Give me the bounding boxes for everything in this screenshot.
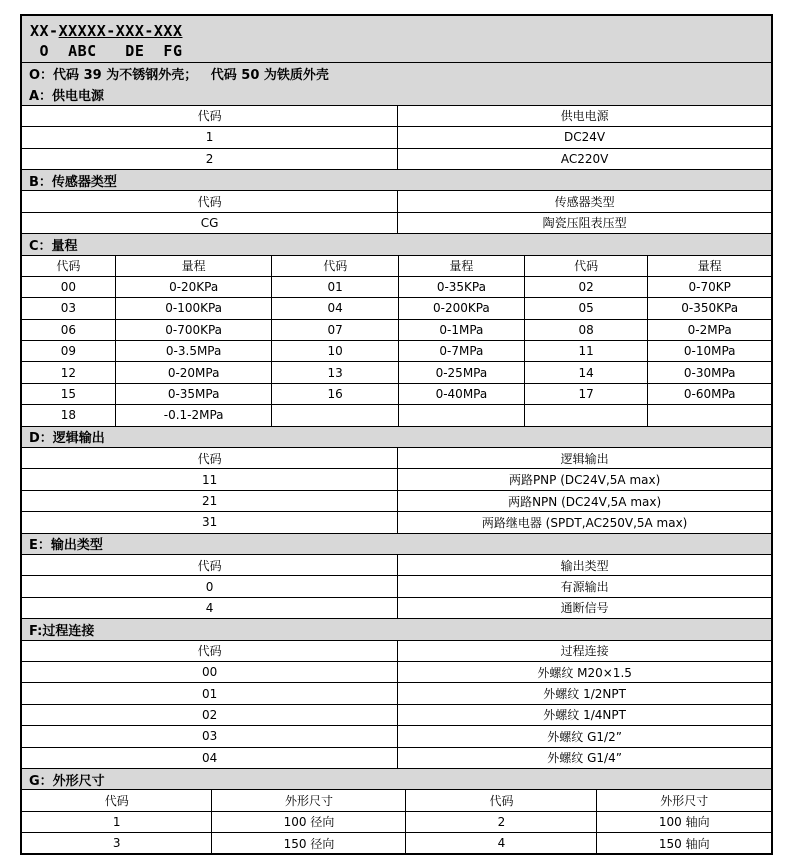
code-cell: 3 <box>112 836 121 851</box>
code-cell: 2 <box>205 151 214 166</box>
value-cell: 0-20MPa <box>115 362 272 382</box>
value-cell: 两路继电器 (SPDT,AC250V,5A max) <box>397 512 771 532</box>
value-cell: -0.1-2MPa <box>115 405 272 425</box>
column-header-cell: 逻辑输出 <box>397 448 771 468</box>
code-cell: 07 <box>271 320 398 340</box>
table-row <box>22 126 771 147</box>
column-header-row-B <box>22 190 771 211</box>
column-header-cell: 代码 <box>197 109 222 124</box>
code-cell: 04 <box>271 298 398 318</box>
code-cell: 1 <box>205 130 214 145</box>
table-row <box>22 319 771 340</box>
value-cell: 外螺纹 M20×1.5 <box>397 662 771 682</box>
value-cell: AC220V <box>397 149 771 169</box>
code-cell: 31 <box>201 515 218 530</box>
column-header-cell: 代码 <box>271 256 398 276</box>
code-cell: 00 <box>201 665 218 680</box>
table-row <box>22 361 771 382</box>
value-cell: 外螺纹 1/2NPT <box>397 683 771 703</box>
value-cell: 0-60MPa <box>647 384 771 404</box>
table-row <box>22 725 771 746</box>
table-row <box>22 212 771 233</box>
value-cell: 0-10MPa <box>647 341 771 361</box>
code-cell: 11 <box>201 472 218 487</box>
column-header-cell: 量程 <box>647 256 771 276</box>
value-cell: 100 轴向 <box>596 812 771 832</box>
code-cell: CG <box>200 215 219 230</box>
column-header-cell: 传感器类型 <box>397 191 771 211</box>
value-cell: 0-40MPa <box>398 384 524 404</box>
code-cell: 01 <box>271 277 398 297</box>
value-cell <box>398 405 524 425</box>
model-selection-spec-table <box>20 14 773 855</box>
code-cell: 12 <box>60 365 77 380</box>
table-row <box>22 468 771 489</box>
value-cell: DC24V <box>397 127 771 147</box>
column-header-row-C <box>22 255 771 276</box>
code-cell: 15 <box>60 387 77 402</box>
table-row <box>22 682 771 703</box>
table-row <box>22 297 771 318</box>
column-header-cell: 外形尺寸 <box>596 790 771 810</box>
code-cell: 0 <box>205 579 214 594</box>
code-cell: 11 <box>524 341 648 361</box>
table-row <box>22 597 771 618</box>
column-header-cell: 过程连接 <box>397 641 771 661</box>
table-row <box>22 511 771 532</box>
section-header-B: B：传感器类型 <box>22 169 771 190</box>
value-cell <box>647 405 771 425</box>
code-cell: 09 <box>60 344 77 359</box>
value-cell: 外螺纹 1/4NPT <box>397 705 771 725</box>
table-row <box>22 661 771 682</box>
code-cell: 00 <box>60 280 77 295</box>
table-row <box>22 811 771 832</box>
code-cell: 16 <box>271 384 398 404</box>
table-row <box>22 340 771 361</box>
column-header-cell: 外形尺寸 <box>211 790 405 810</box>
column-header-cell: 代码 <box>197 451 222 466</box>
section-header-G: G：外形尺寸 <box>22 768 771 789</box>
column-header-row-G <box>22 789 771 810</box>
value-cell: 0-20KPa <box>115 277 272 297</box>
table-row <box>22 747 771 768</box>
code-cell: 01 <box>201 686 218 701</box>
column-header-cell: 代码 <box>197 644 222 659</box>
code-cell: 02 <box>201 707 218 722</box>
column-header-cell: 代码 <box>56 259 81 274</box>
value-cell: 外螺纹 G1/2” <box>397 726 771 746</box>
value-cell: 0-70KP <box>647 277 771 297</box>
section-header-F: F:过程连接 <box>22 618 771 639</box>
value-cell: 0-1MPa <box>398 320 524 340</box>
table-row <box>22 490 771 511</box>
code-cell: 2 <box>405 812 596 832</box>
code-cell: 21 <box>201 494 218 508</box>
value-cell: 0-100KPa <box>115 298 272 318</box>
section-header-E: E：输出类型 <box>22 533 771 554</box>
value-cell: 150 径向 <box>211 833 405 853</box>
code-cell: 17 <box>524 384 648 404</box>
sections-root <box>22 83 771 853</box>
column-header-cell: 代码 <box>104 793 129 808</box>
column-header-cell: 代码 <box>405 790 596 810</box>
value-cell: 0-200KPa <box>398 298 524 318</box>
value-cell: 0-30MPa <box>647 362 771 382</box>
column-header-row-D <box>22 447 771 468</box>
value-cell: 0-700KPa <box>115 320 272 340</box>
value-cell: 0-25MPa <box>398 362 524 382</box>
table-row <box>22 276 771 297</box>
column-header-row-A <box>22 105 771 126</box>
column-header-cell: 输出类型 <box>397 555 771 575</box>
column-header-cell: 代码 <box>197 195 222 210</box>
column-header-cell: 代码 <box>524 256 648 276</box>
value-cell: 150 轴向 <box>596 833 771 853</box>
code-cell: 03 <box>201 729 218 744</box>
note-row-shell-codes: O：代码 39 为不锈钢外壳； 代码 50 为铁质外壳 <box>22 62 771 83</box>
model-code-line <box>30 21 771 41</box>
value-cell: 两路NPN (DC24V,5A max) <box>397 491 771 511</box>
code-cell: 04 <box>201 750 218 765</box>
code-cell: 1 <box>112 814 121 829</box>
column-header-cell: 量程 <box>398 256 524 276</box>
code-cell: 08 <box>524 320 648 340</box>
table-row <box>22 704 771 725</box>
column-header-cell: 量程 <box>115 256 272 276</box>
code-cell: 10 <box>271 341 398 361</box>
table-row <box>22 383 771 404</box>
column-header-row-E <box>22 554 771 575</box>
value-cell: 外螺纹 G1/4” <box>397 748 771 768</box>
value-cell: 0-3.5MPa <box>115 341 272 361</box>
code-cell <box>271 405 398 425</box>
table-row <box>22 575 771 596</box>
value-cell: 0-7MPa <box>398 341 524 361</box>
code-cell: 13 <box>271 362 398 382</box>
code-letters-line: O ABC DE FG <box>30 41 183 60</box>
value-cell: 0-35MPa <box>115 384 272 404</box>
model-underlined-part: XXXXX-XXX-XXX <box>58 21 183 40</box>
value-cell: 0-35KPa <box>398 277 524 297</box>
value-cell: 通断信号 <box>397 598 771 618</box>
section-header-A: A：供电电源 <box>22 83 771 104</box>
value-cell: 0-2MPa <box>647 320 771 340</box>
column-header-cell: 供电电源 <box>397 106 771 126</box>
code-cell: 4 <box>205 600 214 615</box>
column-header-row-F <box>22 640 771 661</box>
code-cell: 03 <box>60 301 77 316</box>
code-cell <box>524 405 648 425</box>
code-cell: 14 <box>524 362 648 382</box>
model-prefix: XX- <box>30 21 59 40</box>
code-cell: 05 <box>524 298 648 318</box>
section-header-C: C：量程 <box>22 233 771 254</box>
title-block <box>22 16 771 62</box>
code-cell: 18 <box>60 408 77 423</box>
table-row <box>22 404 771 425</box>
value-cell: 0-350KPa <box>647 298 771 318</box>
code-cell: 02 <box>524 277 648 297</box>
value-cell: 100 径向 <box>211 812 405 832</box>
value-cell: 陶瓷压阻表压型 <box>397 213 771 233</box>
value-cell: 有源输出 <box>397 576 771 596</box>
value-cell: 两路PNP (DC24V,5A max) <box>397 469 771 489</box>
table-row <box>22 148 771 169</box>
table-row <box>22 832 771 853</box>
code-cell: 4 <box>405 833 596 853</box>
column-header-cell: 代码 <box>197 558 222 573</box>
code-cell: 06 <box>60 322 77 337</box>
section-header-D: D：逻辑输出 <box>22 426 771 447</box>
